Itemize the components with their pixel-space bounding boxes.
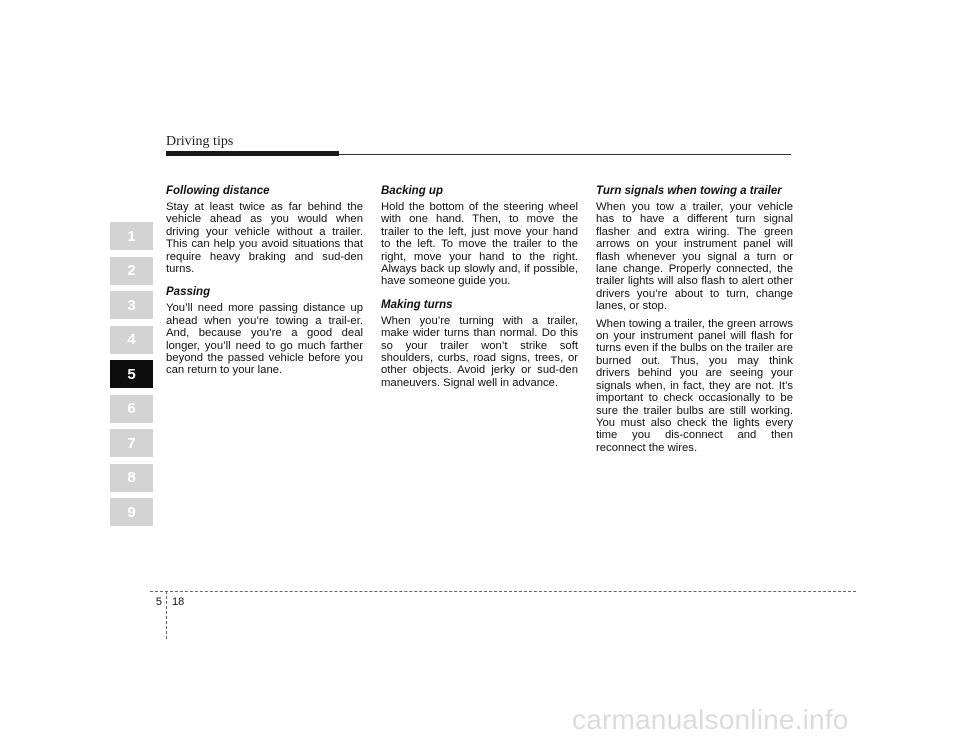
heading-making-turns: Making turns <box>381 298 453 311</box>
heading-following-distance: Following distance <box>166 185 270 197</box>
text-column-2 <box>381 184 578 389</box>
chapter-tab-6[interactable]: 6 <box>110 395 153 423</box>
chapter-tab-8[interactable]: 8 <box>110 464 153 492</box>
heading-turn-signals: Turn signals when towing a trailer <box>596 185 782 197</box>
paragraph-turn-signals-1: When you tow a trailer, your vehicle has to have a different turn signal flasher and extra wiring. The green arrows on your instrument panel will flash whenever you signal a turn or lane change. Properly connected, the trailer lights will also flash to alert other drivers you’re about to turn, change lanes, or stop. <box>596 201 793 313</box>
footer-chapter-number: 5 <box>155 596 162 608</box>
chapter-tab-9[interactable]: 9 <box>110 498 153 526</box>
paragraph-backing-up: Hold the bottom of the steering wheel with one hand. Then, to move the trailer to the left, just move your hand to the left. To move the trailer to the right, move your hand to the right. Always back up slowly and, if possible, have someone guide you. <box>381 201 578 288</box>
heading-passing: Passing <box>166 286 211 299</box>
watermark-text: carmanualsonline.info <box>572 704 849 735</box>
paragraph-passing: You’ll need more passing distance up ahead when you’re towing a trail-er. And, because you’re a good deal longer, you’ll need to go much farther beyond the passed vehicle before you can return to your lane. <box>166 302 363 377</box>
chapter-tab-1[interactable]: 1 <box>110 222 153 250</box>
paragraph-turn-signals-2: When towing a trailer, the green arrows on your instrument panel will flash for turns even if the bulbs on the trailer are burned out. Thus, you may think drivers behind you are seeing your signals when, in fact, they are not. It’s important to check occasionally to be sure the trailer bulbs are still working. You must also check the lights every time you dis-connect and then reconnect the wires. <box>596 317 793 454</box>
chapter-tabs <box>110 222 153 533</box>
chapter-tab-4[interactable]: 4 <box>110 326 153 354</box>
header-bar <box>166 151 339 156</box>
text-column-1 <box>166 184 363 377</box>
text-column-3 <box>596 184 793 454</box>
chapter-tab-2[interactable]: 2 <box>110 257 153 285</box>
header-rule <box>339 154 791 155</box>
chapter-tab-7[interactable]: 7 <box>110 429 153 457</box>
section-title: Driving tips <box>166 134 234 149</box>
paragraph-making-turns: When you’re turning with a trailer, make wider turns than normal. Do this so your trailer won’t strike soft shoulders, curbs, road signs, trees, or other objects. Avoid jerky or sud-den maneuvers. Signal well in advance. <box>381 314 578 389</box>
heading-backing-up: Backing up <box>381 185 443 197</box>
footer-vertical-divider <box>166 591 167 639</box>
chapter-tab-5[interactable]: 5 <box>110 360 153 388</box>
paragraph-following-distance: Stay at least twice as far behind the vehicle ahead as you would when driving your vehicle without a trailer. This can help you avoid situations that require heavy braking and sud-den turns. <box>166 201 363 276</box>
footer-divider <box>150 591 856 592</box>
chapter-tab-3[interactable]: 3 <box>110 291 153 319</box>
footer-page-number: 18 <box>172 596 185 608</box>
